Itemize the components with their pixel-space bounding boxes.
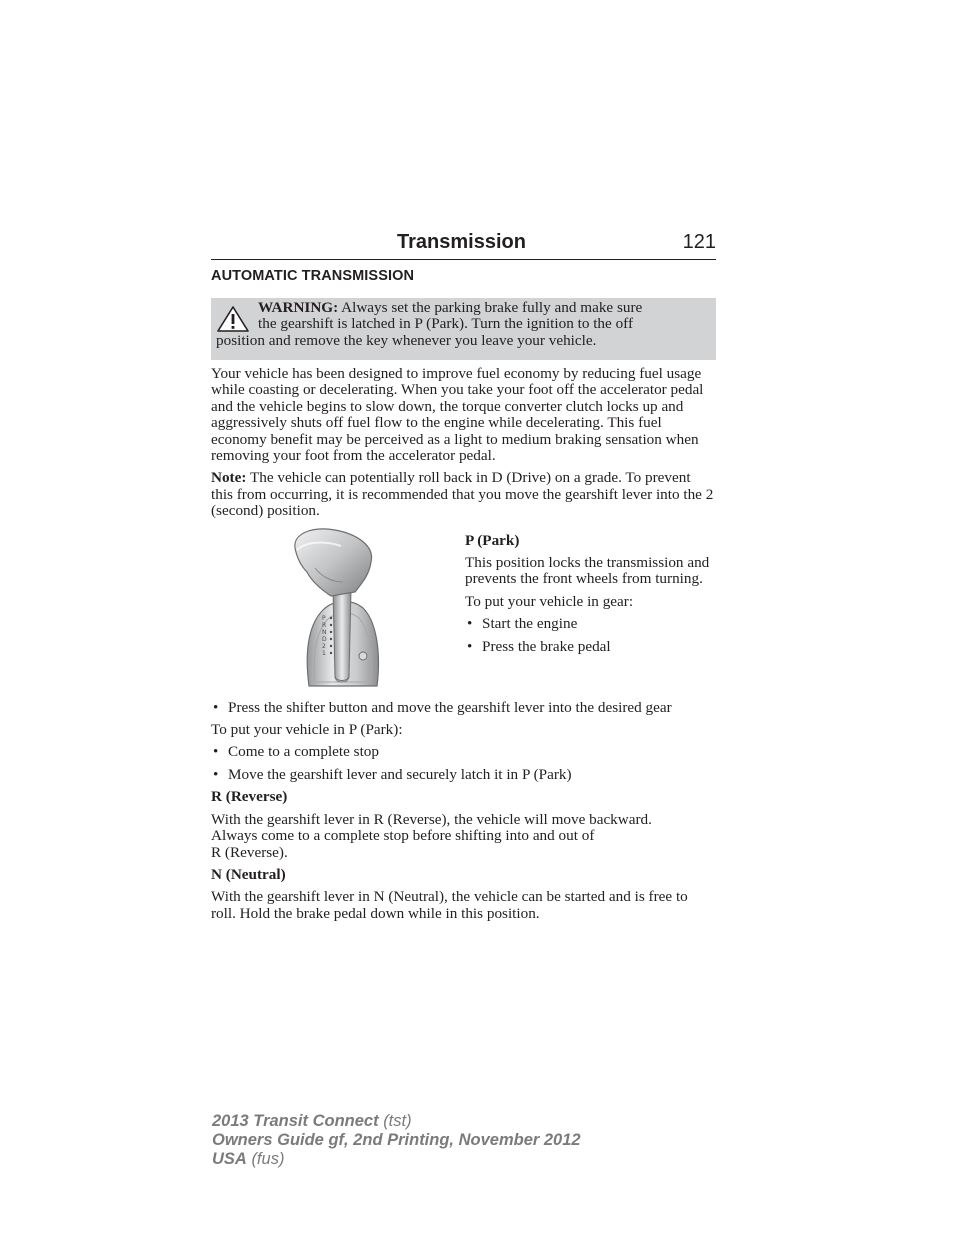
warning-label: WARNING: bbox=[258, 299, 339, 316]
note-paragraph: Note: The vehicle can potentially roll back in D (Drive) on a grade. To prevent this from occurring, it is recommended that you move the gearshift lever into the 2 (second) position. bbox=[211, 469, 714, 520]
reverse-heading: R (Reverse) bbox=[211, 788, 288, 806]
page-footer bbox=[212, 1112, 581, 1169]
page-number: 121 bbox=[682, 231, 716, 253]
section-title: AUTOMATIC TRANSMISSION bbox=[211, 268, 415, 284]
page-header bbox=[211, 228, 716, 260]
gear-intro: To put your vehicle in gear: bbox=[465, 592, 634, 610]
page-content bbox=[211, 228, 716, 922]
gate-label-n: N bbox=[322, 628, 327, 636]
list-item: • Come to a complete stop bbox=[213, 743, 379, 761]
park-intro: To put your vehicle in P (Park): bbox=[211, 721, 403, 739]
gate-label-p: P bbox=[322, 614, 326, 622]
list-item: • Press the brake pedal bbox=[467, 637, 611, 655]
chapter-title: Transmission bbox=[397, 231, 526, 253]
park-column bbox=[465, 526, 716, 690]
footer-line-3: USA (fus) bbox=[212, 1150, 285, 1168]
reverse-description: With the gearshift lever in R (Reverse), the vehicle will move backward. Always come to a complete stop before shifting into and out of R (Reverse). bbox=[211, 810, 652, 861]
warning-triangle-icon bbox=[217, 306, 249, 332]
gearshift-lever-image bbox=[211, 526, 465, 690]
park-heading: P (Park) bbox=[465, 531, 520, 549]
warning-line-3: position and remove the key whenever you leave your vehicle. bbox=[216, 331, 597, 349]
footer-line-2: Owners Guide gf, 2nd Printing, November 2012 bbox=[212, 1131, 581, 1149]
gear-steps-list-continued bbox=[211, 700, 716, 716]
note-label: Note: bbox=[211, 469, 247, 487]
warning-line-2: the gearshift is latched in P (Park). Turn the ignition to the off bbox=[258, 315, 633, 333]
intro-paragraph: Your vehicle has been designed to improve fuel economy by reducing fuel usage while coasting or decelerating. When you take your foot off the accelerator pedal and the vehicle begins to slow down, the torque converter clutch locks up and aggressively shuts off fuel flow to the engine while decelerating. This fuel economy benefit may be perceived as a light to medium braking sensation when removing your foot from the accelerator pedal. bbox=[211, 365, 704, 465]
gear-steps-list bbox=[465, 616, 716, 655]
list-item: • Move the gearshift lever and securely latch it in P (Park) bbox=[213, 765, 572, 783]
warning-box bbox=[211, 298, 716, 360]
gate-label-2: 2 bbox=[322, 642, 326, 650]
park-description: This position locks the transmission and prevents the front wheels from turning. bbox=[465, 554, 710, 588]
neutral-heading: N (Neutral) bbox=[211, 865, 286, 883]
warning-line-1: WARNING: Always set the parking brake fully and make sure bbox=[258, 299, 643, 316]
list-item: • Start the engine bbox=[467, 615, 578, 633]
park-steps-list bbox=[211, 744, 716, 783]
gearshift-illustration bbox=[211, 526, 465, 690]
neutral-description: With the gearshift lever in N (Neutral), the vehicle can be started and is free to roll. Hold the brake pedal down while in this position. bbox=[211, 888, 688, 922]
park-figure-row bbox=[211, 526, 716, 690]
list-item: • Press the shifter button and move the gearshift lever into the desired gear bbox=[213, 698, 672, 716]
gate-label-r: R bbox=[322, 621, 327, 629]
footer-line-1: 2013 Transit Connect (tst) bbox=[212, 1112, 412, 1130]
gate-label-d: D bbox=[322, 635, 327, 643]
gate-label-1: 1 bbox=[322, 649, 326, 657]
